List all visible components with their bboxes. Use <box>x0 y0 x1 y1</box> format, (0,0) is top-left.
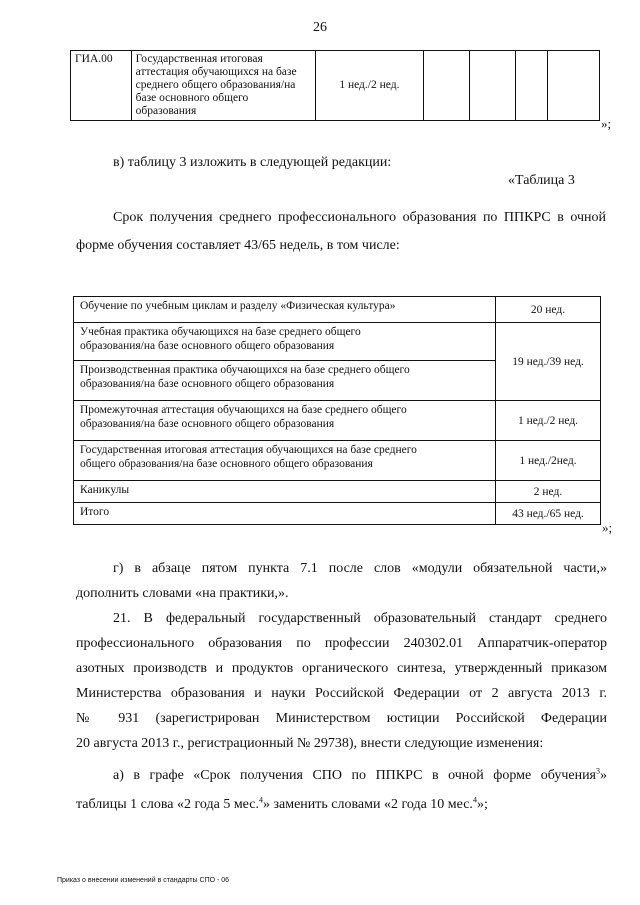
label-line: образования/на базе основного общего образования <box>80 340 335 352</box>
table3-label-final-attestation <box>74 441 496 481</box>
table1 <box>70 50 600 121</box>
para-a-line2 <box>76 795 488 815</box>
label-line: образования/на базе основного общего образования <box>80 418 335 430</box>
para-a-text: » заменить словами «2 года 10 мес. <box>262 797 473 812</box>
table3-value-holidays: 2 нед. <box>496 481 601 503</box>
para-v: в) таблицу 3 изложить в следующей редакции: <box>113 155 392 170</box>
footnote-ref: 4 <box>472 795 477 805</box>
table3 <box>73 296 601 525</box>
table1-name: Государственная итоговая аттестация обучающихся на базе среднего общего образования/на базе основного общего образования <box>131 51 316 121</box>
table3-value-practice: 19 нед./39 нед. <box>496 323 601 401</box>
para21-line1: 21. В федеральный государственный образовательный стандарт среднего <box>113 611 607 626</box>
para21-line5: № 931 (зарегистрирован Министерством юстиции Российской Федерации <box>76 711 607 726</box>
table3-label-training: Обучение по учебным циклам и разделу «Физическая культура» <box>74 297 496 323</box>
table1-empty-cell <box>548 51 600 121</box>
para-a-text: а) в графе «Срок получения СПО по ППКРС в очной форме обучения <box>113 768 596 783</box>
para-a-line1 <box>113 766 607 786</box>
para21-line3: азотных производств и продуктов органического синтеза, утвержденный приказом <box>76 661 607 676</box>
table3-label-holidays: Каникулы <box>74 481 496 503</box>
table1-empty-cell <box>515 51 547 121</box>
table3-label-total: Итого <box>74 503 496 525</box>
label-line: Производственная практика обучающихся на базе среднего общего <box>80 364 410 376</box>
para-g-line1: г) в абзаце пятом пункта 7.1 после слов «модули обязательной части,» <box>113 561 607 576</box>
footnote-ref: 3 <box>596 766 600 776</box>
para-a-text: » <box>600 768 607 783</box>
label-line: Промежуточная аттестация обучающихся на базе среднего общего <box>80 404 407 416</box>
footnote-ref: 4 <box>258 795 263 805</box>
table1-duration: 1 нед./2 нед. <box>316 51 423 121</box>
table3-value-intermediate-attestation: 1 нед./2 нед. <box>496 401 601 441</box>
label-line: образования/на базе основного общего образования <box>80 378 335 390</box>
intro-line2: форме обучения составляет 43/65 недель, в том числе: <box>76 238 400 253</box>
table3-value-final-attestation: 1 нед./2нед. <box>496 441 601 481</box>
table1-empty-cell <box>469 51 515 121</box>
table3-end-mark: »; <box>602 520 613 535</box>
footer: Приказ о внесении изменений в стандарты СПО - 06 <box>57 877 230 884</box>
para-a-text: таблицы 1 слова «2 года 5 мес. <box>76 797 259 812</box>
table-row <box>74 323 601 361</box>
label-line: Учебная практика обучающихся на базе среднего общего <box>80 326 361 338</box>
table-row <box>74 297 601 323</box>
table1-code: ГИА.00 <box>71 51 132 121</box>
table-row <box>74 441 601 481</box>
para-a-text: »; <box>476 797 488 812</box>
table3-value-training: 20 нед. <box>496 297 601 323</box>
table3-label-production-practice <box>74 361 496 401</box>
table1-end-mark: »; <box>601 116 612 131</box>
table3-label: «Таблица 3 <box>508 173 575 188</box>
para-g-line2: дополнить словами «на практики,». <box>76 586 289 601</box>
table-row <box>74 503 601 525</box>
table1-empty-cell <box>423 51 469 121</box>
table3-label-intermediate-attestation <box>74 401 496 441</box>
table-row <box>74 481 601 503</box>
intro-line1: Срок получения среднего профессионального образования по ППКРС в очной <box>113 210 606 225</box>
para21-line6: 20 августа 2013 г., регистрационный № 29738), внести следующие изменения: <box>76 736 544 751</box>
para21-line2: профессионального образования по профессии 240302.01 Аппаратчик-оператор <box>76 636 607 651</box>
label-line: Государственная итоговая аттестация обучающихся на базе среднего <box>80 444 417 456</box>
table3-label-educational-practice <box>74 323 496 361</box>
table3-value-total: 43 нед./65 нед. <box>496 503 601 525</box>
table-row <box>74 401 601 441</box>
label-line: общего образования/на базе основного общего образования <box>80 458 373 470</box>
table-row <box>71 51 600 121</box>
page-number: 26 <box>313 20 327 35</box>
para21-line4: Министерства образования и науки Российской Федерации от 2 августа 2013 г. <box>76 686 607 701</box>
